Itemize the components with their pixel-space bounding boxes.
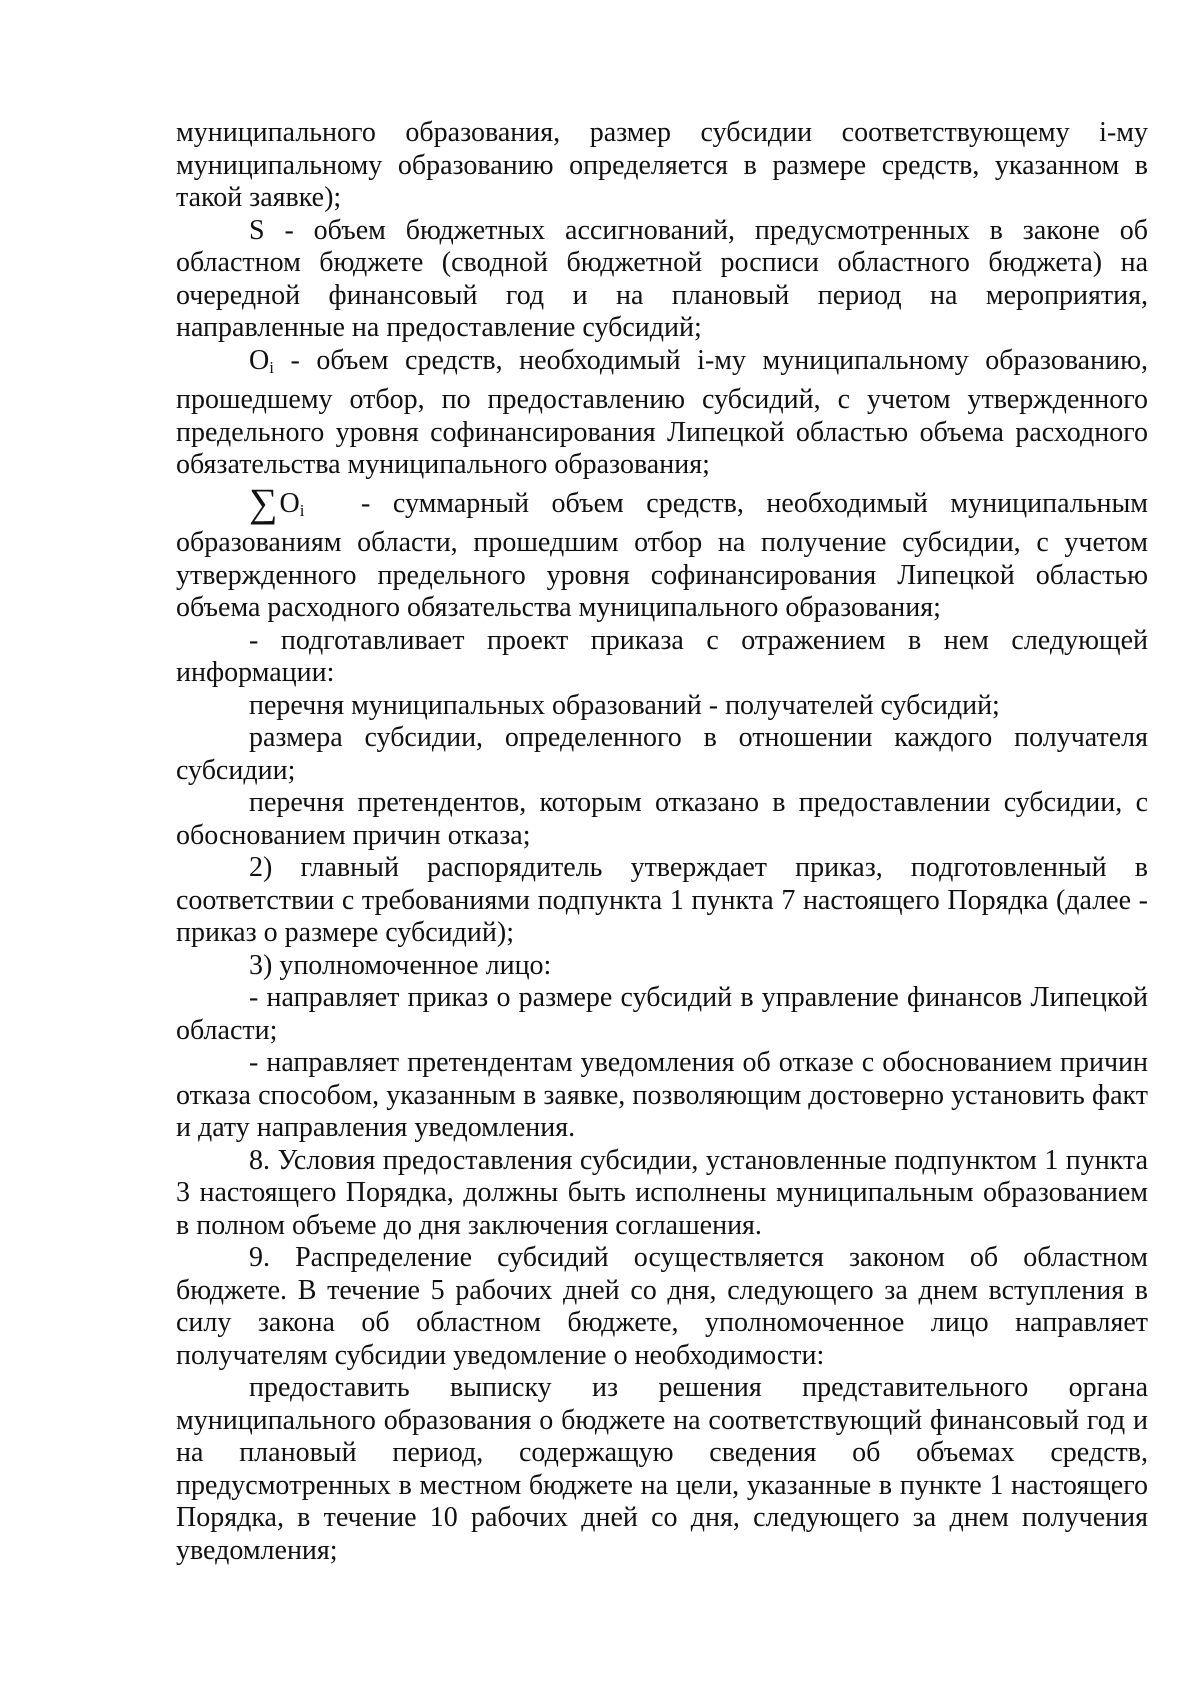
paragraph-text: - суммарный объем средств, необходимый муниципальным образованиям области, прошедшим отбор на получение субсидии, с учетом утвержденного предельного уровня софинансирования Липецкой областью объема расходного обязательства муниципального образования; — [176, 487, 1148, 623]
paragraph-clause-8: 8. Условия предоставления субсидии, установленные подпунктом 1 пункта 3 настоящего Порядка, должны быть исполнены муниципальным образованием в полном объеме до дня заключения соглашения. — [176, 1144, 1148, 1241]
paragraph-prepare-order: - подготавливает проект приказа с отражением в нем следующей информации: — [176, 624, 1148, 688]
document-page — [176, 117, 1148, 1567]
paragraph-subsidy-size: размера субсидии, определенного в отношении каждого получателя субсидии; — [176, 722, 1148, 786]
formula-subscript: i — [299, 500, 305, 520]
paragraph-provide-extract: предоставить выписку из решения представительного органа муниципального образования о бюджете на соответствующий финансовый год и на плановый период, содержащую сведения об объемах средств, предусмотренных в местном бюджете на цели, указанные в пункте 1 настоящего Порядка, в течение 10 рабочих дней со дня, следующего за днем получения уведомления; — [176, 1372, 1148, 1566]
paragraph-s-definition: S - объем бюджетных ассигнований, предусмотренных в законе об областном бюджете (сводной бюджетной росписи областного бюджета) на очередной финансовый год и на плановый период на мероприятия, направленные на предоставление субсидий; — [176, 214, 1148, 343]
paragraph-list-rejected: перечня претендентов, которым отказано в предоставлении субсидии, с обоснованием причин отказа; — [176, 787, 1148, 851]
paragraph-list-municipalities: перечня муниципальных образований - получателей субсидий; — [249, 689, 1000, 721]
paragraph-clause-9: 9. Распределение субсидий осуществляется законом об областном бюджете. В течение 5 рабочих дней со дня, следующего за днем вступления в силу закона об областном бюджете, уполномоченное лицо направляет получателям субсидии уведомление о необходимости: — [176, 1242, 1148, 1371]
paragraph-send-order: - направляет приказ о размере субсидий в управление финансов Липецкой области; — [176, 982, 1148, 1046]
paragraph-sum-oi-definition — [176, 479, 1148, 625]
paragraph-oi-definition — [176, 345, 1148, 482]
formula-variable: O — [279, 487, 300, 519]
paragraph-item-3: 3) уполномоченное лицо: — [249, 949, 552, 981]
formula-subscript: i — [269, 357, 274, 377]
sum-icon: ∑ — [249, 479, 278, 525]
paragraph-continuation: муниципального образования, размер субсидии соответствующему i-му муниципальному образованию определяется в размере средств, указанном в такой заявке); — [176, 117, 1148, 213]
paragraph-text: - объем средств, необходимый i-му муниципальному образованию, прошедшему отбор, по предоставлению субсидий, с учетом утвержденного предельного уровня софинансирования Липецкой областью объема расходного обязательства муниципального образования; — [176, 344, 1148, 480]
paragraph-item-2: 2) главный распорядитель утверждает приказ, подготовленный в соответствии с требованиями подпункта 1 пункта 7 настоящего Порядка (далее - приказ о размере субсидий); — [176, 852, 1148, 948]
paragraph-send-notices: - направляет претендентам уведомления об отказе с обоснованием причин отказа способом, указанным в заявке, позволяющим достоверно установить факт и дату направления уведомления. — [176, 1047, 1148, 1143]
formula-variable: O — [249, 344, 270, 376]
